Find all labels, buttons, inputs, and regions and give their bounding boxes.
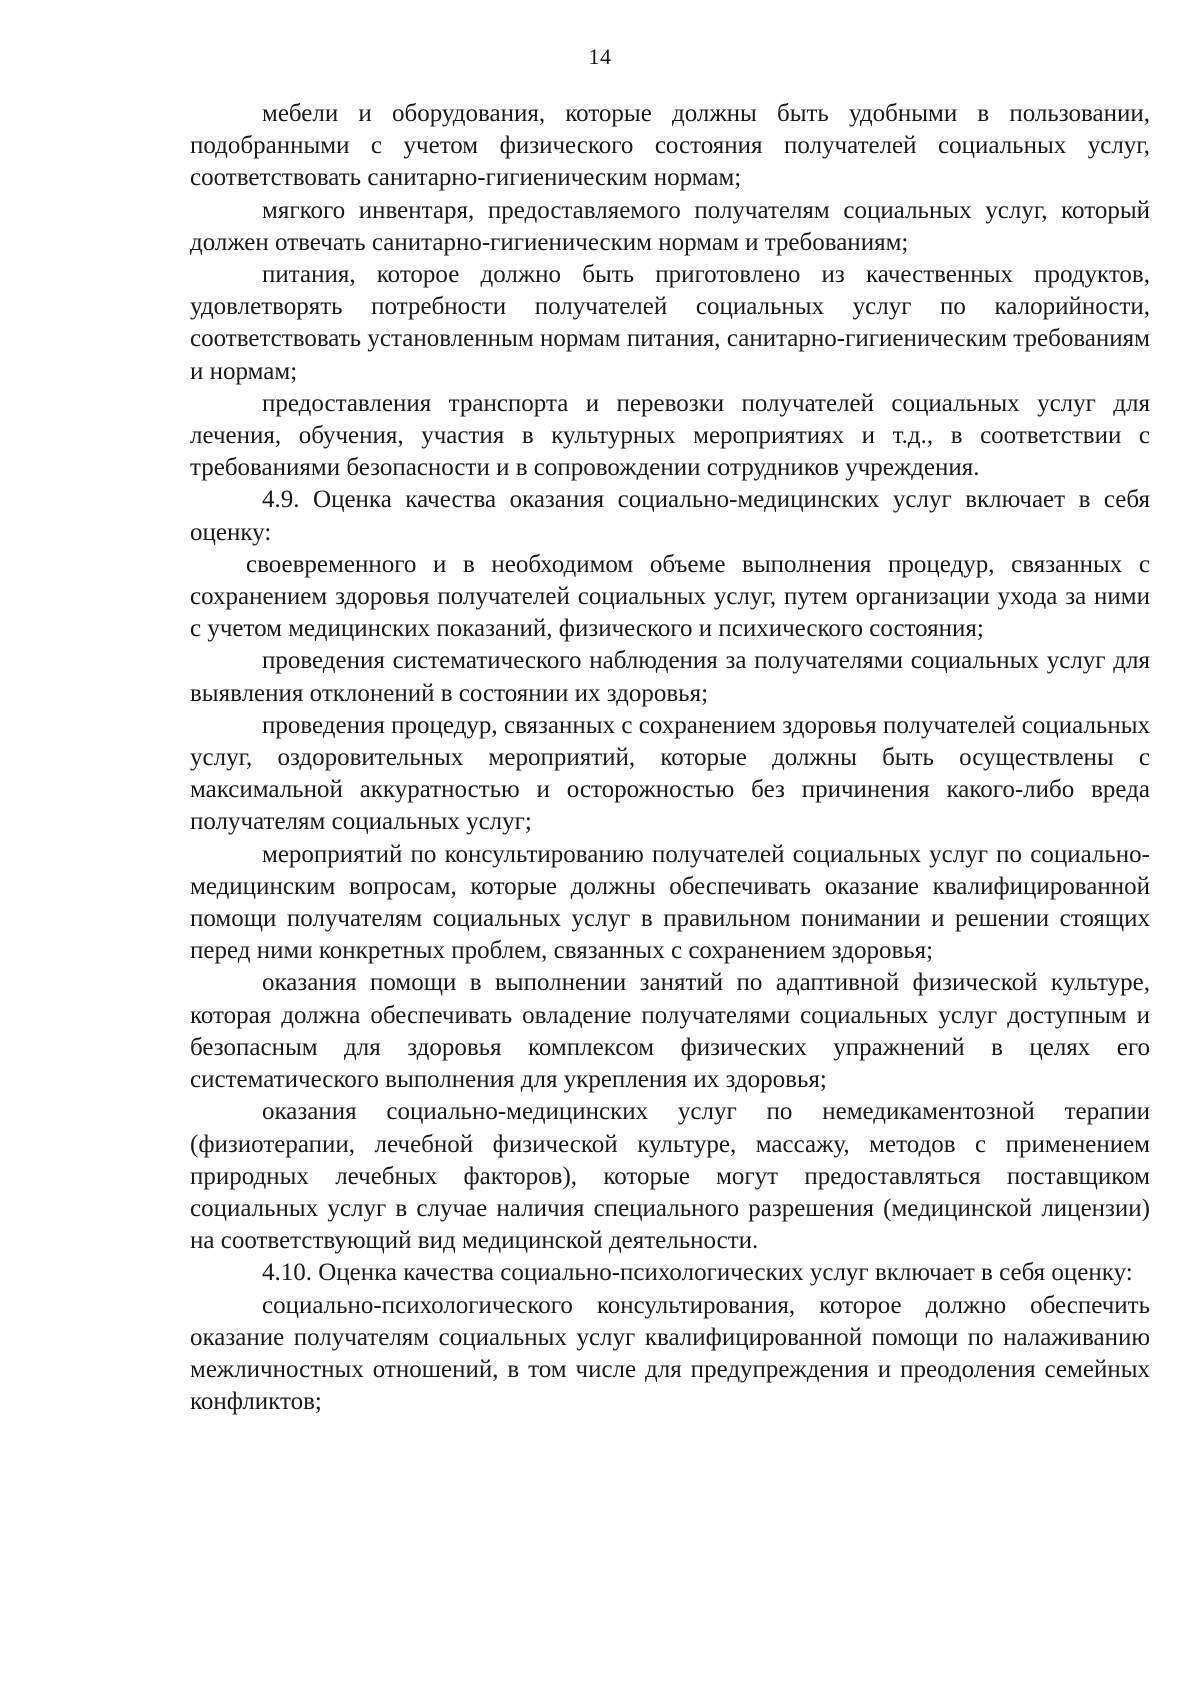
- paragraph-medical-consulting: мероприятий по консультированию получателей социальных услуг по социально-медицинским вопросам, которые должны обеспечивать оказание квалифицированной помощи получателям социальных услуг в правильном понимании и решении стоящих перед ними конкретных проблем, связанных с сохранением здоровья;: [190, 840, 1150, 965]
- paragraph-nutrition: питания, которое должно быть приготовлено из качественных продуктов, удовлетворять потребности получателей социальных услуг по калорийности, соответствовать установленным нормам питания, санитарно-гигиеническим требованиям и нормам;: [190, 261, 1150, 385]
- paragraph-timely-procedures: своевременного и в необходимом объеме выполнения процедур, связанных с сохранением здоровья получателей социальных услуг, путем организации ухода за ними с учетом медицинских показаний, физического и психического состояния;: [190, 550, 1150, 643]
- document-body: [190, 98, 1150, 1418]
- paragraph-health-procedures: проведения процедур, связанных с сохранением здоровья получателей социальных услуг, оздоровительных мероприятий, которые должны быть осуществлены с максимальной аккуратностью и осторожностью без причинения какого-либо вреда получателям социальных услуг;: [190, 711, 1150, 836]
- page-number: 14: [588, 44, 612, 69]
- paragraph-health-monitoring: проведения систематического наблюдения за получателями социальных услуг для выявления отклонений в состоянии их здоровья;: [190, 647, 1150, 707]
- paragraph-soft-inventory: мягкого инвентаря, предоставляемого получателям социальных услуг, который должен отвечать санитарно-гигиеническим нормам и требованиям;: [190, 196, 1150, 256]
- paragraph-psychological-consulting: социально-психологического консультирования, которое должно обеспечить оказание получателям социальных услуг квалифицированной помощи по налаживанию межличностных отношений, в том числе для предупреждения и преодоления семейных конфликтов;: [190, 1291, 1150, 1416]
- paragraph-adaptive-physical-culture: оказания помощи в выполнении занятий по адаптивной физической культуре, которая должна обеспечивать овладение получателями социальных услуг доступным и безопасным для здоровья комплексом физических упражнений в целях его систематического выполнения для укрепления их здоровья;: [190, 969, 1150, 1094]
- section-4-10-heading: 4.10. Оценка качества социально-психологических услуг включает в себя оценку:: [262, 1259, 1133, 1287]
- section-4-9-heading: 4.9. Оценка качества оказания социально-медицинских услуг включает в себя оценку:: [190, 486, 1150, 546]
- paragraph-transport: предоставления транспорта и перевозки получателей социальных услуг для лечения, обучения, участия в культурных мероприятиях и т.д., в соответствии с требованиями безопасности и в сопровождении сотрудников учреждения.: [190, 389, 1150, 482]
- paragraph-furniture: мебели и оборудования, которые должны быть удобными в пользовании, подобранными с учетом физического состояния получателей социальных услуг, соответствовать санитарно-гигиеническим нормам;: [190, 100, 1150, 192]
- paragraph-non-drug-therapy: оказания социально-медицинских услуг по немедикаментозной терапии (физиотерапии, лечебной физической культуре, массажу, методов с применением природных лечебных факторов), которые могут предоставляться поставщиком социальных услуг в случае наличия специального разрешения (медицинской лицензии) на соответствующий вид медицинской деятельности.: [190, 1098, 1150, 1255]
